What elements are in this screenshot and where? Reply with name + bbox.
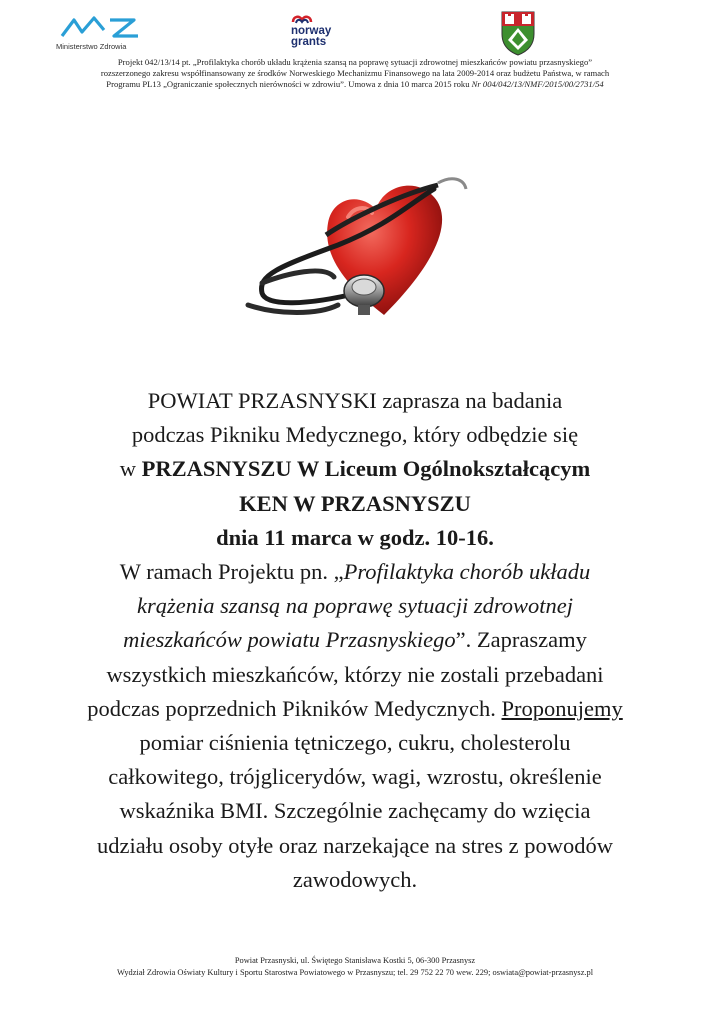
project-info-line — [20, 79, 690, 90]
announcement-line: pomiar ciśnienia tętniczego, cukru, cholesterolu — [139, 730, 571, 756]
announcement-line: podczas Pikniku Medycznego, który odbędzie się — [131, 422, 579, 448]
event-date: dnia 11 marca w godz. 10-16. — [216, 524, 494, 550]
announcement-line: wszystkich mieszkańców, którzy nie zostali przebadani — [106, 661, 604, 687]
announcement-line: W ramach Projektu pn. „Profilaktyka chorób układu — [119, 559, 591, 585]
announcement-line — [20, 589, 690, 623]
announcement-line: wskaźnika BMI. Szczególnie zachęcamy do wzięcia — [119, 798, 591, 824]
project-name-end: mieszkańców powiatu Przasnyskiego — [123, 627, 456, 653]
event-venue-cont: KEN W PRZASNYSZU — [239, 490, 471, 516]
announcement-line: mieszkańców powiatu Przasnyskiego”. Zapraszamy — [123, 627, 587, 653]
contact-footer — [20, 955, 690, 979]
announcement-line — [20, 487, 690, 521]
announcement-line: podczas poprzednich Pikników Medycznych. Proponujemy — [87, 695, 623, 721]
footer-contact: Wydział Zdrowia Oświaty Kultury i Sportu Starostwa Powiatowego w Przasnyszu; tel. 29 752 22 70 wew. 229; oswiata@powiat-przasnysz.pl — [116, 968, 594, 977]
announcement-body — [20, 384, 690, 897]
announcement-line — [20, 521, 690, 555]
coat-of-arms-icon — [500, 10, 536, 56]
announcement-line: POWIAT PRZASNYSKI zaprasza na badania — [147, 388, 563, 413]
norway-grants-word-2: grants — [291, 36, 327, 48]
announcement-line: zawodowych. — [292, 866, 418, 892]
norway-grants-logo — [285, 14, 355, 54]
norway-grants-word-1: norway — [291, 25, 332, 37]
heart-stethoscope-icon — [238, 165, 472, 335]
county-crest-logo — [500, 10, 536, 56]
heart-stethoscope-image — [238, 165, 472, 335]
project-info-header — [20, 57, 690, 91]
announcement-line: udziału osoby otyłe oraz narzekające na stres z powodów — [96, 832, 614, 858]
event-venue: PRZASNYSZU W Liceum Ogólnokształcącym — [141, 456, 591, 482]
ministry-mz-mark-icon — [60, 14, 140, 40]
project-name: Profilaktyka chorób układu — [343, 559, 591, 585]
ministry-logo-text: Ministerstwo Zdrowia — [56, 42, 127, 51]
announcement-line: w PRZASNYSZU W Liceum Ogólnokształcącym — [119, 456, 591, 482]
project-program-text: Programu PL13 „Ograniczanie społecznych nierówności w zdrowiu”. Umowa z dnia 10 marca 2015 roku — [106, 79, 472, 90]
organizer-name: POWIAT PRZASNYSKI — [147, 388, 377, 413]
project-info-line: Projekt 042/13/14 pt. „Profilaktyka chorób układu krążenia szansą na poprawę sytuacji zdrowotnej mieszkańców powiatu przasnyskiego” — [117, 57, 593, 67]
project-name-cont: krążenia szansą na poprawę sytuacji zdrowotnej — [136, 593, 574, 619]
ministry-of-health-logo — [56, 14, 146, 54]
footer-address: Powiat Przasnyski, ul. Świętego Stanisława Kostki 5, 06-300 Przasnysz — [234, 956, 476, 965]
project-info-line: rozszerzonego zakresu współfinansowany ze środków Norweskiego Mechanizmu Finansowego na lata 2009-2014 oraz budżetu Państwa, w ramach — [100, 68, 610, 79]
announcement-line: całkowitego, trójglicerydów, wagi, wzrostu, określenie — [108, 764, 602, 790]
contract-number: Nr 004/042/13/NMF/2015/00/2731/54 — [471, 79, 604, 90]
proposal-emphasis: Proponujemy — [501, 695, 623, 721]
